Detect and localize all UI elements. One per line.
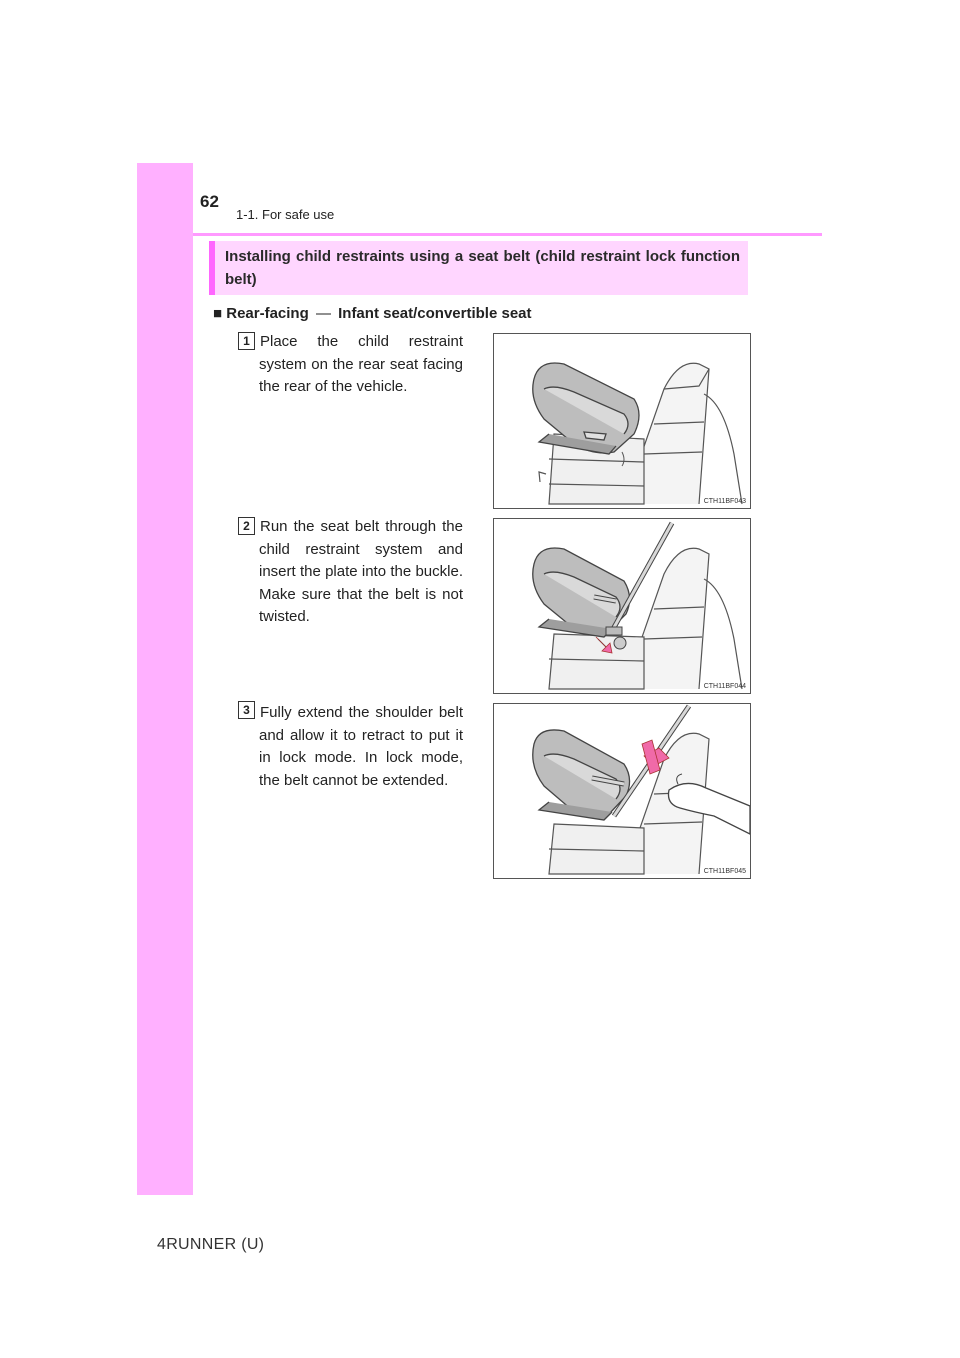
figure-step-2 — [493, 518, 751, 694]
footer-model: 4RUNNER (U) — [157, 1236, 265, 1253]
seat-belt-buckle-illustration — [494, 519, 750, 693]
subheading-part2: Infant seat/convertible seat — [338, 305, 532, 322]
step-3-badge: 3 — [238, 701, 255, 719]
step-1-text: Place the child restraint system on the rear seat facing the rear of the vehicle. — [259, 333, 463, 395]
header-rule — [193, 233, 822, 236]
square-bullet-icon: ■ — [213, 305, 223, 322]
subheading-part1: Rear-facing — [226, 305, 309, 322]
page-number: 62 — [200, 192, 219, 211]
side-tab-bar — [137, 163, 193, 1195]
figure-step-3 — [493, 703, 751, 879]
figure-code-3: CTH11BF045 — [703, 868, 746, 875]
child-seat-rear-facing-illustration — [494, 334, 750, 508]
section-title-box — [209, 241, 748, 295]
subheading-dash: — — [315, 305, 331, 322]
figure-step-1 — [493, 333, 751, 509]
step-2-text: Run the seat belt through the child restraint system and insert the plate into the buckle. Make sure that the belt is not twisted. — [259, 518, 463, 625]
figure-code-1: CTH11BF043 — [703, 498, 746, 505]
step-2-badge: 2 — [238, 517, 255, 535]
shoulder-belt-lock-illustration — [494, 704, 750, 878]
subheading — [213, 305, 532, 322]
step-3-text: Fully extend the shoulder belt and allow it to retract to put it in lock mode. In lock mode, the belt cannot be extended. — [259, 704, 463, 789]
step-1-badge: 1 — [238, 332, 255, 350]
section-reference: 1-1. For safe use — [236, 207, 335, 222]
section-title: Installing child restraints using a seat belt (child restraint lock function belt) — [225, 248, 740, 288]
figure-code-2: CTH11BF044 — [703, 683, 746, 690]
